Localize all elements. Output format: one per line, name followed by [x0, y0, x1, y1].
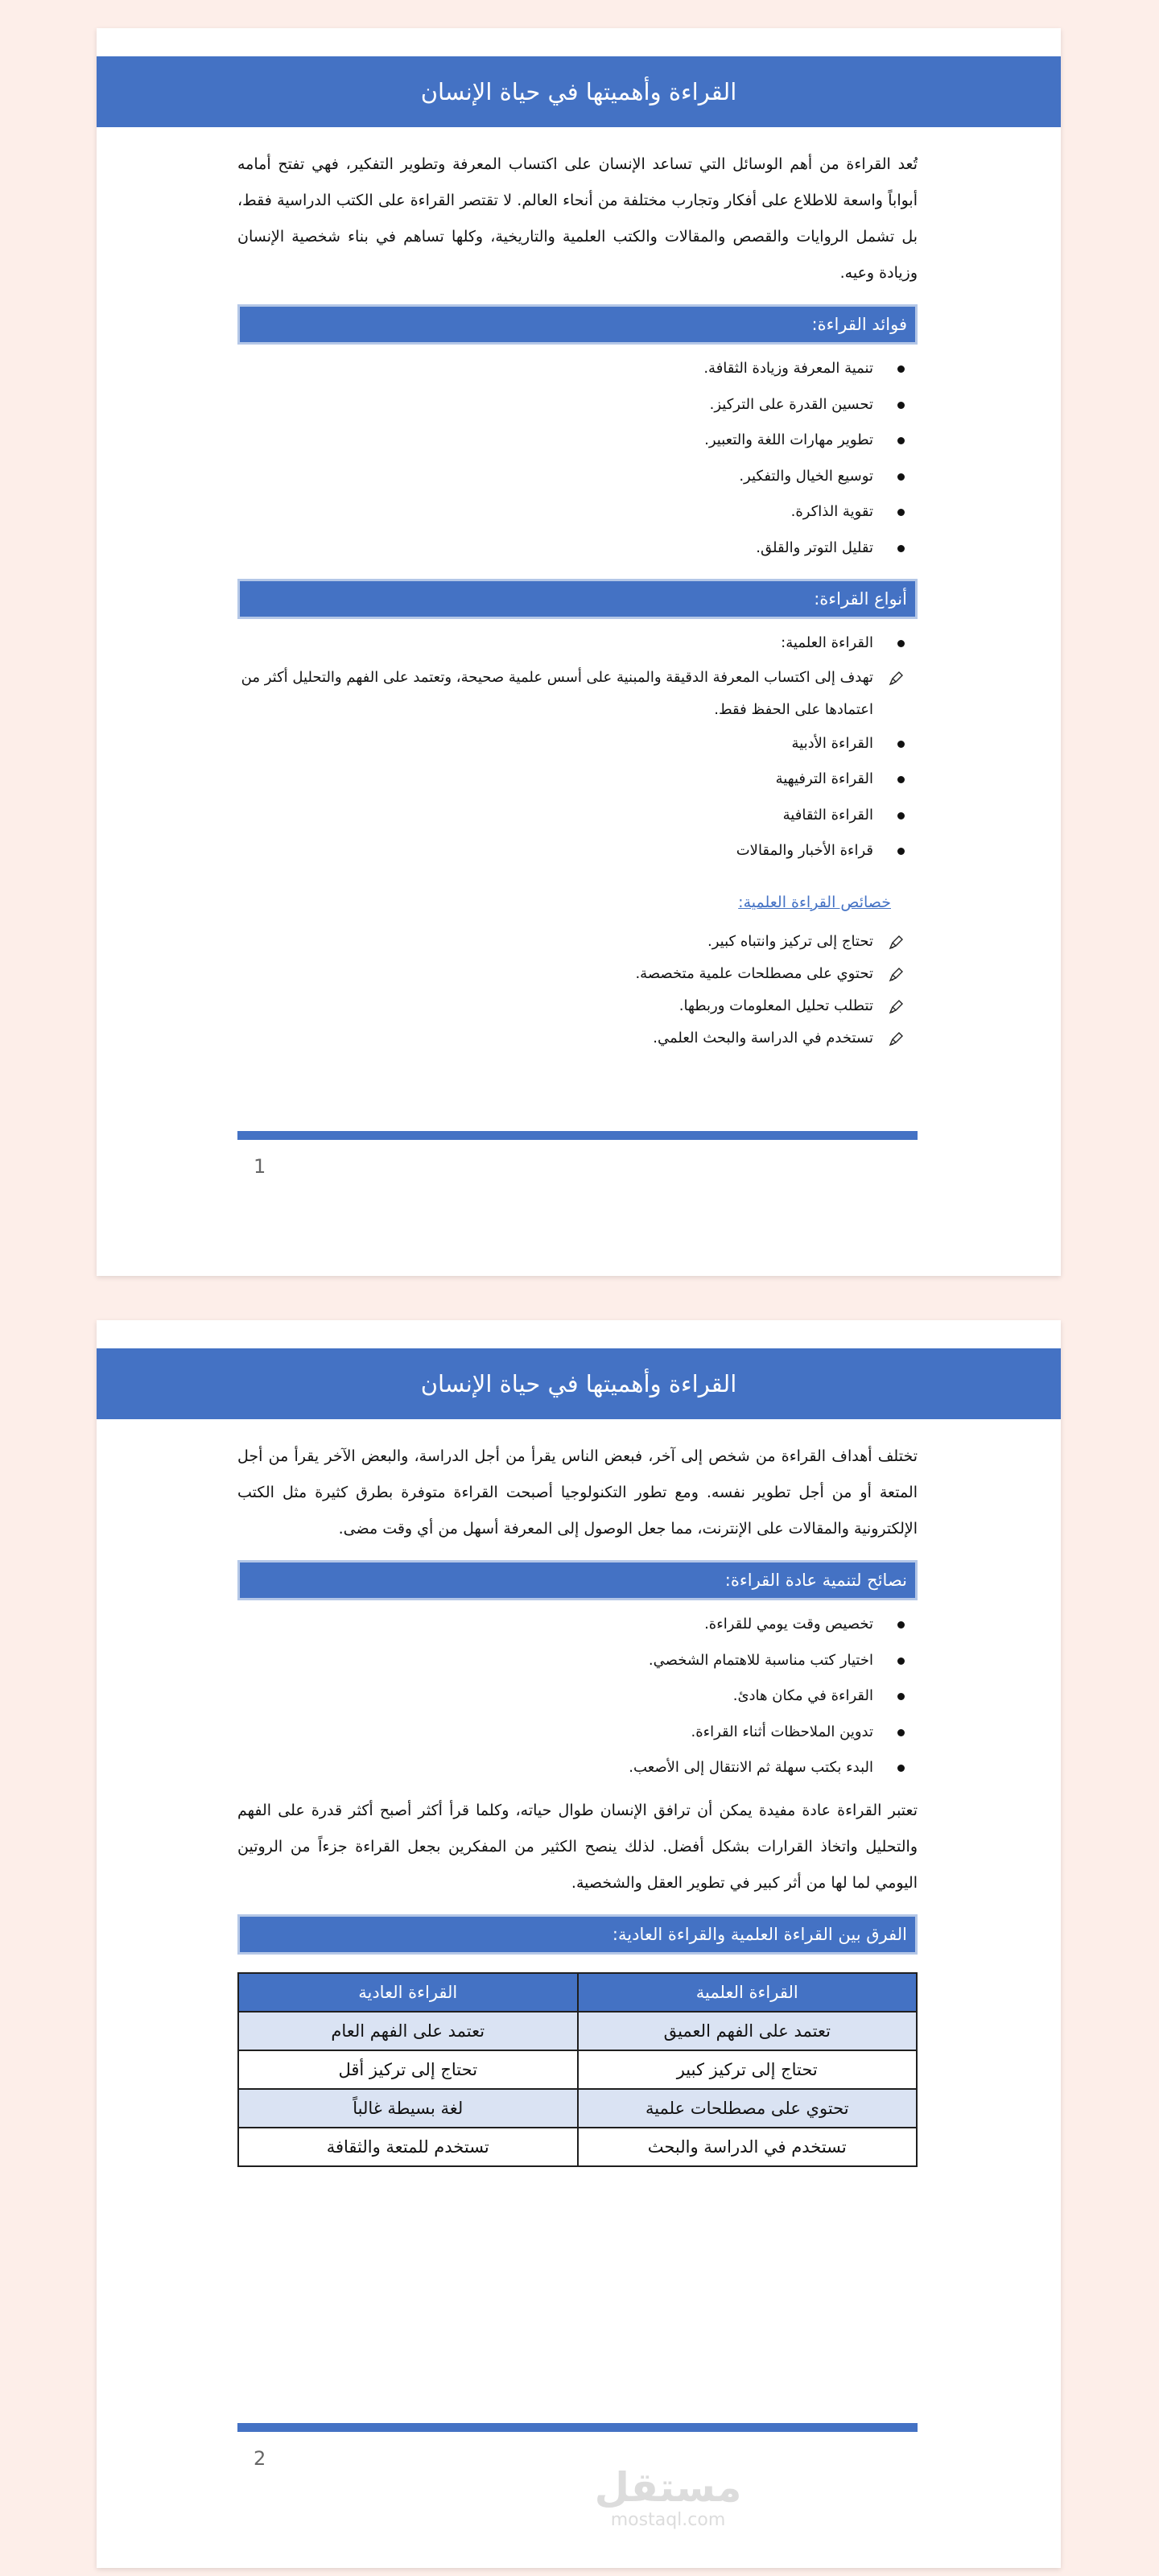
features-subheading: خصائص القراءة العلمية: — [738, 893, 891, 911]
types-list — [237, 625, 918, 869]
table-header-row — [238, 1973, 917, 2012]
section-heading-compare: الفرق بين القراءة العلمية والقراءة العادية: — [237, 1914, 918, 1955]
table-cell: تستخدم في الدراسة والبحث — [578, 2128, 918, 2166]
table-cell: تعتمد على الفهم العميق — [578, 2012, 918, 2050]
pen-bullet-icon — [888, 999, 904, 1015]
list-item: تطوير مهارات اللغة والتعبير. — [237, 423, 873, 459]
footer-rule — [237, 1131, 918, 1140]
list-item: تقليل التوتر والقلق. — [237, 530, 873, 567]
table-row — [238, 2128, 917, 2166]
list-item: البدء بكتب سهلة ثم الانتقال إلى الأصعب. — [237, 1750, 873, 1786]
list-item: تخصيص وقت يومي للقراءة. — [237, 1607, 873, 1643]
table-row — [238, 2089, 917, 2128]
page-number: 1 — [254, 1155, 266, 1178]
list-item: تهدف إلى اكتساب المعرفة الدقيقة والمبنية على أسس علمية صحيحة، وتعتمد على الفهم والتحليل أكثر من اعتمادها على الحفظ فقط. — [237, 662, 873, 726]
list-item: تحتاج إلى تركيز وانتباه كبير. — [237, 926, 873, 958]
list-item: تتطلب تحليل المعلومات وربطها. — [237, 990, 873, 1022]
section-heading-benefits: فوائد القراءة: — [237, 304, 918, 345]
list-item: تستخدم في الدراسة والبحث العلمي. — [237, 1022, 873, 1055]
list-item: تنمية المعرفة وزيادة الثقافة. — [237, 351, 873, 387]
table-header: القراءة العادية — [238, 1973, 578, 2012]
banner-title: القراءة وأهميتها في حياة الإنسان — [420, 1370, 737, 1397]
benefits-list — [237, 351, 918, 566]
document-page-1 — [97, 28, 1061, 1276]
list-item: قراءة الأخبار والمقالات — [237, 833, 873, 869]
page-banner — [97, 1348, 1061, 1419]
watermark-url: mostaql.com — [610, 2510, 726, 2530]
page-number: 2 — [254, 2447, 266, 2470]
pen-bullet-icon — [888, 935, 904, 951]
list-item: القراءة الثقافية — [237, 798, 873, 834]
table-cell: تحتاج إلى تركيز أقل — [238, 2050, 578, 2089]
tips-list — [237, 1607, 918, 1786]
table-cell: تحتاج إلى تركيز كبير — [578, 2050, 918, 2089]
pen-bullet-icon — [888, 671, 904, 687]
page-content — [237, 1439, 918, 2167]
section-heading-types: أنواع القراءة: — [237, 579, 918, 619]
footer-rule — [237, 2423, 918, 2432]
table-header: القراءة العلمية — [578, 1973, 918, 2012]
page-banner — [97, 56, 1061, 127]
table-cell: تحتوي على مصطلحات علمية — [578, 2089, 918, 2128]
list-item: توسيع الخيال والتفكير. — [237, 459, 873, 495]
list-item: القراءة العلمية: تهدف إلى اكتساب المعرفة الدقيقة والمبنية على أسس علمية صحيحة، وتعتمد على الفهم والتحليل أكثر من اعتمادها على الحفظ فقط. — [237, 625, 873, 726]
list-item: تقوية الذاكرة. — [237, 494, 873, 530]
watermark-logo — [580, 2465, 757, 2531]
list-item: القراءة في مكان هادئ. — [237, 1678, 873, 1715]
list-item: اختيار كتب مناسبة للاهتمام الشخصي. — [237, 1643, 873, 1679]
comparison-table — [237, 1972, 918, 2167]
pen-bullet-icon — [888, 1031, 904, 1047]
list-item: تحتوي على مصطلحات علمية متخصصة. — [237, 958, 873, 990]
scientific-note-list — [237, 662, 873, 726]
features-list — [237, 926, 918, 1055]
page-content — [237, 147, 918, 1055]
table-row — [238, 2012, 917, 2050]
list-item: تدوين الملاحظات أثناء القراءة. — [237, 1715, 873, 1751]
watermark-text: مستقل — [594, 2464, 742, 2511]
pen-bullet-icon — [888, 967, 904, 983]
table-cell: تعتمد على الفهم العام — [238, 2012, 578, 2050]
list-item: القراءة الترفيهية — [237, 762, 873, 798]
closing-paragraph: تعتبر القراءة عادة مفيدة يمكن أن ترافق الإنسان طوال حياته، وكلما قرأ أكثر أصبح أكثر قدرة على الفهم والتحليل واتخاذ القرارات بشكل أفضل. لذلك ينصح الكثير من المفكرين بجعل القراءة جزءاً من الروتين اليومي لما لها من أثر كبير في تطوير العقل والشخصية. — [237, 1801, 918, 1892]
list-item: تحسين القدرة على التركيز. — [237, 387, 873, 423]
table-cell: لغة بسيطة غالباً — [238, 2089, 578, 2128]
banner-title: القراءة وأهميتها في حياة الإنسان — [420, 78, 737, 105]
section-heading-tips: نصائح لتنمية عادة القراءة: — [237, 1560, 918, 1600]
document-page-2 — [97, 1320, 1061, 2568]
intro-paragraph: تُعد القراءة من أهم الوسائل التي تساعد الإنسان على اكتساب المعرفة وتطوير التفكير، فهي تفتح أمامه أبواباً واسعة للاطلاع على أفكار وتجارب مختلفة من أنحاء العالم. لا تقتصر القراءة على الكتب الدراسية فقط، بل تشمل الروايات والقصص والمقالات والكتب العلمية والتاريخية، وكلها تساهم في بناء شخصية الإنسان وزيادة وعيه. — [237, 155, 918, 282]
table-row — [238, 2050, 917, 2089]
table-cell: تستخدم للمتعة والثقافة — [238, 2128, 578, 2166]
list-item: القراءة الأدبية — [237, 726, 873, 762]
intro-paragraph: تختلف أهداف القراءة من شخص إلى آخر، فبعض الناس يقرأ من أجل الدراسة، والبعض الآخر يقرأ من أجل المتعة أو من أجل تطوير نفسه. ومع تطور التكنولوجيا أصبحت القراءة متوفرة بطرق كثيرة مثل الكتب الإلكترونية والمقالات على الإنترنت، مما جعل الوصول إلى المعرفة أسهل من أي وقت مضى. — [237, 1447, 918, 1538]
